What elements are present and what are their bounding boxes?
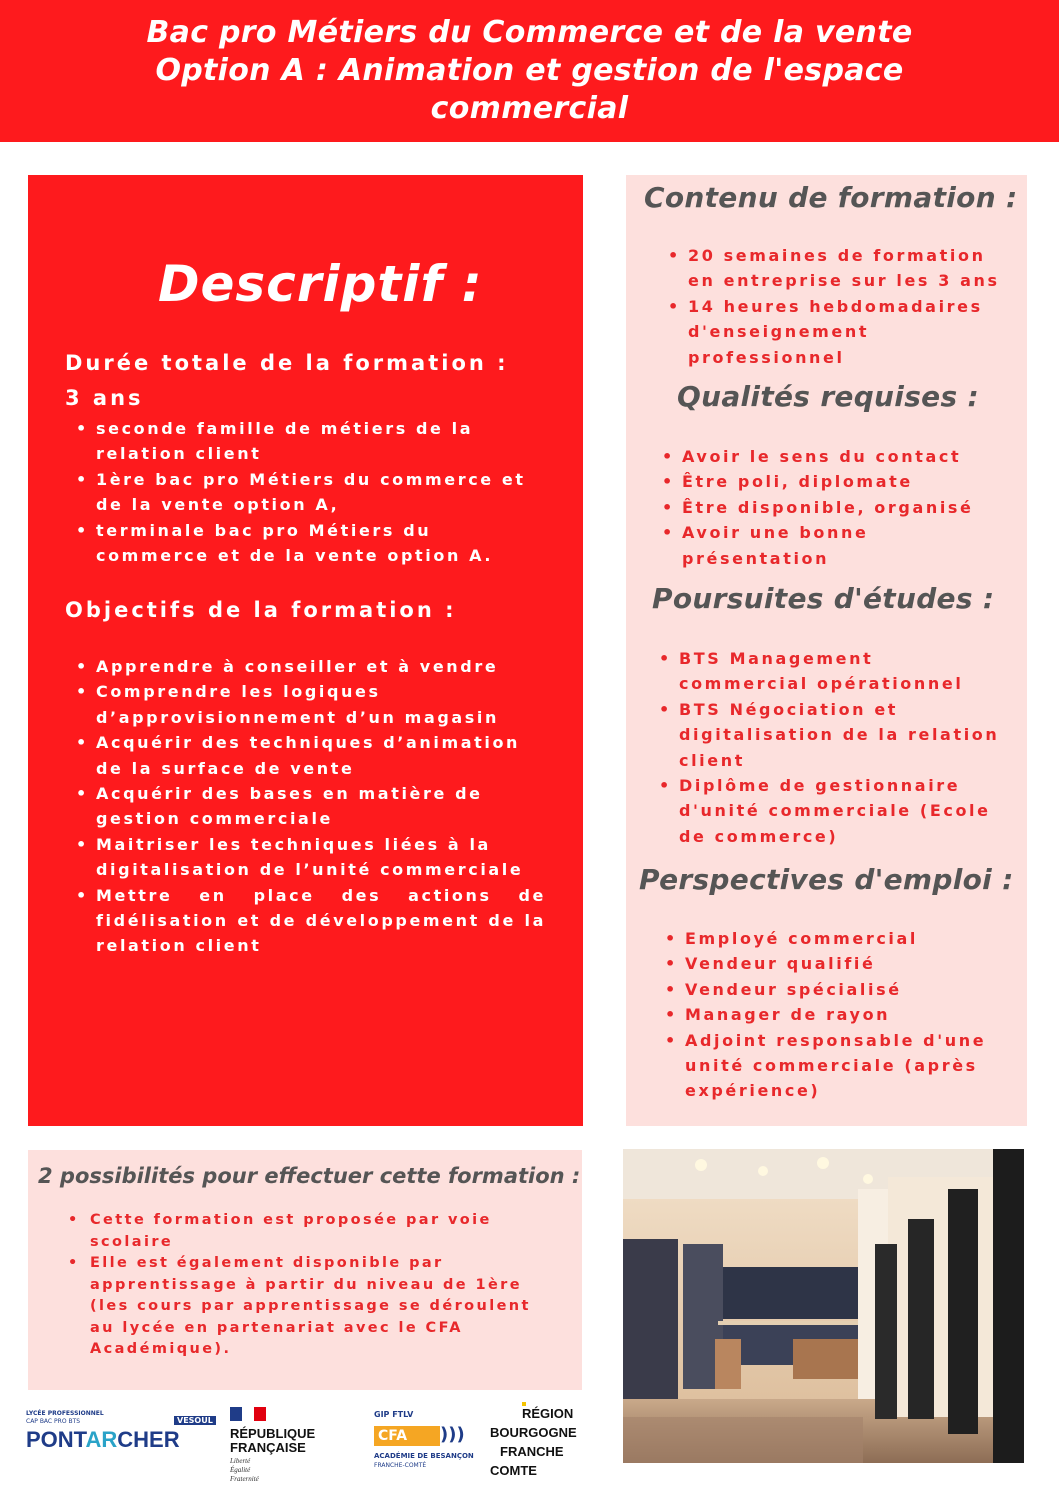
region-line2: BOURGOGNE	[490, 1425, 577, 1440]
list-item: • Employé commercial	[655, 926, 1000, 951]
region-dot-icon	[522, 1402, 526, 1406]
descriptif-panel	[28, 175, 583, 1126]
header-title-line-2: Option A : Animation et gestion de l'espace	[155, 53, 904, 88]
objectifs-title: Objectifs de la formation :	[65, 598, 457, 622]
pontarcher-logo	[26, 1410, 216, 1456]
duree-value: 3 ans	[65, 386, 144, 410]
region-line1	[488, 1404, 598, 1423]
list-item: • Elle est également disponible par apprentissage à partir du niveau de 1ère (les cours par apprentissage se déroulent au lycée en partenariat avec le CFA Académique).	[60, 1253, 560, 1361]
list-item: • BTS Négociation et digitalisation de la relation client	[649, 697, 1004, 773]
duree-list	[66, 416, 536, 568]
list-item: • Apprendre à conseiller et à vendre	[66, 654, 546, 679]
list-item: • Manager de rayon	[655, 1002, 1000, 1027]
possibilites-list	[60, 1210, 560, 1361]
pontarcher-name-c: CHER	[117, 1427, 180, 1452]
pontarcher-name-b: AR	[85, 1427, 118, 1452]
region-line3: FRANCHE	[500, 1444, 564, 1459]
cfa-logo	[374, 1410, 479, 1480]
republique-motto-2: Égalité	[230, 1466, 251, 1474]
list-item: • Avoir le sens du contact	[652, 444, 1002, 469]
list-item: • terminale bac pro Métiers du commerce et de la vente option A.	[66, 518, 536, 569]
list-item: • Diplôme de gestionnaire d'unité commerciale (Ecole de commerce)	[649, 773, 1004, 849]
list-item: • 1ère bac pro Métiers du commerce et de la vente option A,	[66, 467, 536, 518]
duree-label: Durée totale de la formation :	[65, 351, 509, 375]
list-item: • Adjoint responsable d'une unité commerciale (après expérience)	[655, 1028, 1000, 1104]
pontarcher-city: VESOUL	[174, 1416, 216, 1425]
pontarcher-name-a: PONT	[26, 1427, 86, 1452]
cfa-line-2: FRANCHE-COMTÉ	[374, 1462, 427, 1469]
objectifs-list	[66, 654, 546, 959]
store-photo-image	[623, 1149, 1024, 1463]
list-item: • 20 semaines de formation en entreprise sur les 3 ans	[658, 243, 1003, 294]
pontarcher-top: LYCÉE PROFESSIONNEL	[26, 1410, 104, 1417]
possibilites-title: 2 possibilités pour effectuer cette formation :	[38, 1164, 581, 1188]
header-title-line-1: Bac pro Métiers du Commerce et de la vente	[146, 15, 913, 50]
list-item: • Vendeur qualifié	[655, 951, 1000, 976]
list-item: • Acquérir des techniques d’animation de la surface de vente	[66, 730, 546, 781]
poursuites-title: Poursuites d'études :	[652, 582, 995, 615]
region-line1-text: RÉGION	[522, 1406, 574, 1421]
list-item: • Comprendre les logiques d’approvisionnement d’un magasin	[66, 679, 546, 730]
republique-logo	[230, 1406, 330, 1486]
contenu-title: Contenu de formation :	[644, 181, 1018, 214]
pontarcher-name	[26, 1427, 180, 1453]
cfa-top: GIP FTLV	[374, 1410, 414, 1419]
republique-motto-1: Liberté	[230, 1457, 251, 1465]
descriptif-title: Descriptif :	[158, 255, 483, 313]
republique-line1: RÉPUBLIQUE	[230, 1426, 316, 1441]
pontarcher-top2: CAP BAC PRO BTS	[26, 1418, 81, 1425]
list-item: • Être poli, diplomate	[652, 469, 1002, 494]
list-item: • Maitriser les techniques liées à la digitalisation de l’unité commerciale	[66, 832, 546, 883]
qualites-list	[652, 444, 1002, 571]
list-item: • Acquérir des bases en matière de gestion commerciale	[66, 781, 546, 832]
cfa-name: CFA	[374, 1426, 440, 1446]
list-item: • Être disponible, organisé	[652, 495, 1002, 520]
perspectives-title: Perspectives d'emploi :	[639, 863, 1014, 896]
list-item: • Mettre en place des actions de fidélisation et de développement de la relation client	[66, 883, 546, 959]
perspectives-list	[655, 926, 1000, 1104]
republique-line2: FRANÇAISE	[230, 1440, 306, 1455]
header-title-line-3: commercial	[430, 91, 629, 126]
list-item: • BTS Management commercial opérationnel	[649, 646, 1004, 697]
list-item: • Avoir une bonne présentation	[652, 520, 1002, 571]
cfa-line-1: ACADÉMIE DE BESANÇON	[374, 1452, 474, 1460]
region-line4: COMTE	[490, 1463, 537, 1478]
poursuites-list	[649, 646, 1004, 849]
store-interior-photo	[623, 1149, 1024, 1463]
marianne-flag-icon	[230, 1407, 266, 1421]
list-item: • Cette formation est proposée par voie scolaire	[60, 1210, 560, 1253]
republique-motto-3: Fraternité	[230, 1475, 259, 1483]
header-banner	[0, 0, 1059, 142]
list-item: • Vendeur spécialisé	[655, 977, 1000, 1002]
list-item: • seconde famille de métiers de la relation client	[66, 416, 536, 467]
contenu-list	[658, 243, 1003, 370]
possibilites-panel	[28, 1150, 582, 1390]
cfa-waves-icon: )))	[440, 1424, 465, 1445]
right-info-panel	[626, 175, 1027, 1126]
region-logo	[488, 1404, 598, 1484]
list-item: • 14 heures hebdomadaires d'enseignement professionnel	[658, 294, 1003, 370]
qualites-title: Qualités requises :	[677, 380, 979, 413]
